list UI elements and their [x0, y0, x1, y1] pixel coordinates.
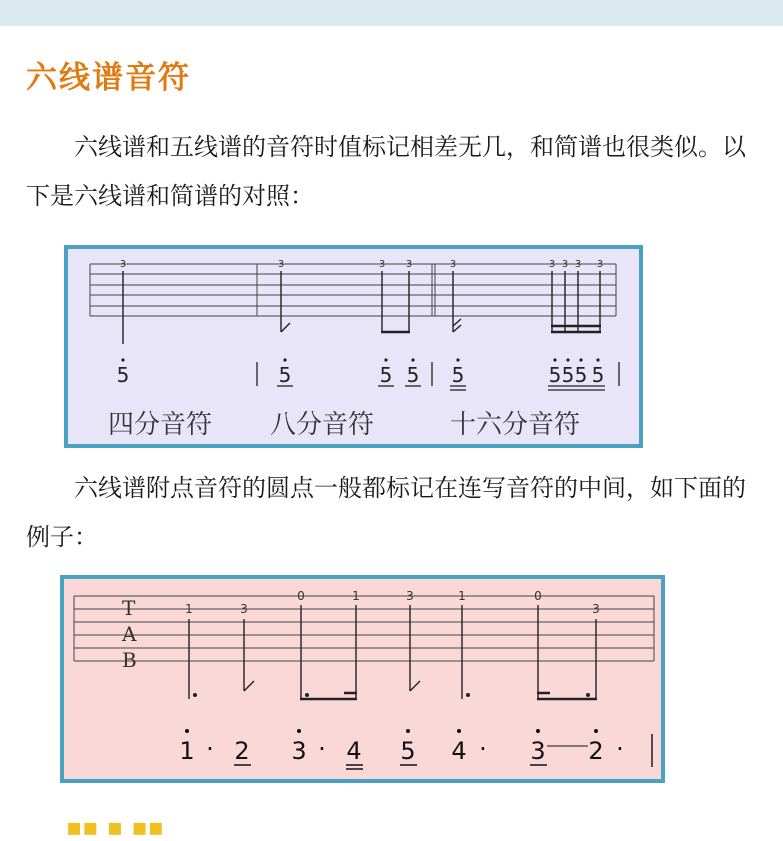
tab-label-a: A	[122, 622, 137, 646]
fret-number: 3	[596, 259, 604, 270]
jianpu-note: 5	[451, 363, 465, 387]
fret-number: 0	[297, 589, 305, 603]
jianpu-note: 5	[400, 737, 416, 765]
caption-quarter: 四分音符	[108, 410, 213, 440]
fret-number: 1	[352, 589, 360, 603]
jianpu-dot: ·	[479, 735, 487, 763]
jianpu-dot: ·	[318, 735, 326, 763]
eighth-flag	[281, 323, 290, 332]
next-section-fragment: ▪▪ ▪ ▪▪	[66, 812, 165, 841]
jianpu-note: 3	[291, 737, 307, 765]
tab-jianpu-comparison-figure	[64, 245, 643, 448]
jianpu-note: 5	[116, 363, 130, 387]
fret-number: 3	[119, 259, 127, 270]
jianpu-note: 5	[591, 363, 605, 387]
fret-number: 3	[277, 259, 285, 270]
jianpu-note: 3	[530, 737, 546, 765]
fret-number: 1	[185, 602, 193, 616]
jianpu-dot: ·	[206, 735, 214, 763]
caption-eighth: 八分音符	[270, 410, 375, 440]
fret-number: 0	[534, 589, 542, 603]
top-strip	[0, 0, 783, 26]
sixteenth-flag	[453, 319, 461, 332]
fret-number: 1	[458, 589, 466, 603]
intro-paragraph: 六线谱和五线谱的音符时值标记相差无几，和简谱也很类似。以下是六线谱和简谱的对照：	[26, 133, 746, 210]
jianpu-note: 1	[179, 737, 195, 765]
fret-number: 3	[574, 259, 582, 270]
jianpu-note: 4	[346, 737, 362, 765]
jianpu-note: 5	[548, 363, 562, 387]
fret-number: 3	[561, 259, 569, 270]
fret-number: 3	[406, 589, 414, 603]
jianpu-note: 4	[451, 737, 467, 765]
jianpu-note: 2	[234, 737, 250, 765]
section-title: 六线谱音符	[26, 60, 191, 96]
dotted-note-example-figure	[60, 575, 665, 783]
fret-number: 3	[592, 602, 600, 616]
fret-number: 3	[240, 602, 248, 616]
fret-number: 3	[449, 259, 457, 270]
fret-number: 3	[548, 259, 556, 270]
jianpu-note: 5	[278, 363, 292, 387]
jianpu-note: 5	[379, 363, 393, 387]
jianpu-note: 5	[406, 363, 420, 387]
fret-number: 3	[378, 259, 386, 270]
tab-label-b: B	[122, 648, 137, 672]
jianpu-dot: ·	[616, 735, 624, 763]
caption-sixteenth: 十六分音符	[450, 410, 581, 440]
jianpu-note: 5	[574, 363, 588, 387]
tab-label-t: T	[122, 596, 136, 620]
jianpu-note: 5	[561, 363, 575, 387]
jianpu-note: 2	[588, 737, 604, 765]
dotted-note-paragraph: 六线谱附点音符的圆点一般都标记在连写音符的中间，如下面的例子：	[26, 474, 746, 551]
fret-number: 3	[405, 259, 413, 270]
